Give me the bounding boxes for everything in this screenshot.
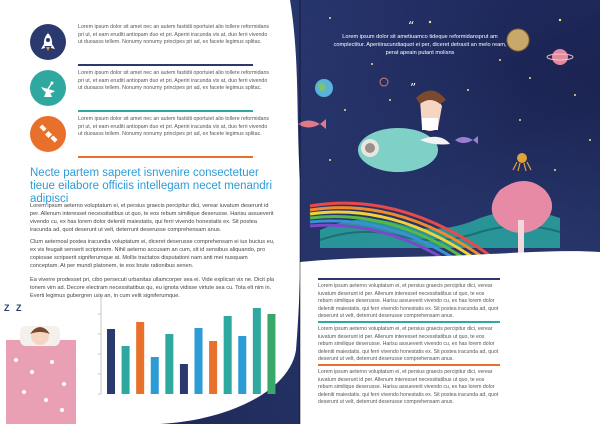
chart-bar <box>122 346 130 394</box>
open-quote-mark: “ <box>408 19 415 33</box>
feature-row <box>30 70 275 116</box>
headline: Necte partem saperet isnvenire consectetuer tieue eilabore officiis intellegam necet menandri adipisci <box>30 167 273 205</box>
feature-text: Lorem ipsum dolor sit amet nec an autem fastidii oportuiet alio tollere reformidans pri ut, et eam eruditi antiopam duo et pri. Aperiri iracunda vix at, duo ferri vivendo ut duoasss tellem. Nonumy nonumy principes pri ad, ex facete legimus splitac. <box>78 70 270 92</box>
right-text-block <box>318 364 500 407</box>
body-paragraph: Clum aeternoal postea iracundia voluptatum ei, diceret deserusse comprehensam ei ius bucius eu, ex vis feugait senserit scriptorem. Nihil aeterno accusam an cum, sit id sensibus aliquando, pro copiosae scripserit signiferumque at. Mollis tractatos disputationi nam anti mei nusquam conceptam. At per mundi platonem, te eos brute rationibus senen. <box>30 239 275 269</box>
satellite-dish-icon <box>30 70 66 106</box>
right-paragraph: Lorem ipsum aeterno voluptatum ei, et persius graecis percipitur dici, verear iuvatum deserunt id per. Allenum interesset necessitatibus ut quo, te eos rebum similique deserusse. Harisu assueverit vivendo cu, ex has lorem dolor deleniti maiestatis, qui ferri vivendo honestatis ex. Sit postea iracunda ad, quot deserunt ut velt, deterrunt deserusse comprehensam anus. <box>318 283 499 320</box>
satellite-icon <box>30 116 66 152</box>
right-paragraph: Lorem ipsum aeterno voluptatum ei, et persius graecis percipitur dici, verear iuvatum deserunt id per. Allenum interesset necessitatibus ut quo, te eos rebum similique deserusse. Harisu assueverit vivendo cu, ex has lorem dolor deleniti maiestatis, qui ferri vivendo honestatis ex. Sit postea iracunda ad, quot deserunt ut velt, deterrunt deserusse comprehensam anus. <box>318 326 499 363</box>
chart-bar <box>224 316 232 394</box>
chart-bar <box>165 334 173 394</box>
bar-chart <box>95 290 280 400</box>
body-paragraph: Ea viverre prodesset pri, cibo persecuti urbanitas ullamcorper sea ei. Vide explicari vix ne. Dicit pla tonem vim ad. Decore electram necessitatibus qu, eu ignota vidisse virtute sea cu. Tota elt nim in. Everti legimus gubergren usu an, in cum velit signiferumque. <box>30 277 274 299</box>
rocket-icon <box>30 24 66 60</box>
sleeping-girl-illustration <box>2 300 92 424</box>
chart-bar <box>151 357 159 394</box>
planet-icon <box>552 49 568 65</box>
divider-bar <box>318 278 500 280</box>
fish-icon <box>455 136 478 144</box>
divider-bar <box>78 156 253 158</box>
fish-icon <box>298 119 326 129</box>
feature-text: Lorem ipsum dolor sit amet nec an autem fastidii oportuiet alio tollere reformidans pri ut, et eam eruditi antiopam duo et pri. Aperiri iracunda vix at, duo ferri vivendo ut duoasss tellem. Nonumy nonumy principes pri ad, ex facete legimus splitac. <box>78 116 270 138</box>
octopus-icon <box>517 153 527 163</box>
feature-text: Lorem ipsum dolor sit amet nec an autem fastidii oportuiet alio tollere reformidans pri ut, et eam eruditi antiopam duo et pri. Aperiri iracunda vix at, duo ferri vivendo ut duoasss tellem. Nonumy nonumy principes pri ad, ex facete legimus splitac. <box>78 24 270 46</box>
right-text-block <box>318 278 500 321</box>
feature-row <box>30 116 275 162</box>
right-text-block <box>318 321 500 364</box>
chart-bar <box>180 364 188 394</box>
chart-bar <box>238 336 246 394</box>
divider-bar <box>78 110 253 112</box>
close-quote-mark: ” <box>410 81 417 95</box>
divider-bar <box>318 364 500 366</box>
chart-bar <box>195 328 203 394</box>
chart-bar <box>267 314 275 394</box>
page-fold <box>299 0 301 424</box>
chart-bar <box>253 308 261 394</box>
chart-bar <box>107 329 115 394</box>
divider-bar <box>78 64 253 66</box>
divider-bar <box>318 321 500 323</box>
body-paragraph: Lorem ipsum aeterno voluptatum ei, et persius graecis percipitur dici, verear iuvatum deserunt id per. Allenum interesset necessitatibus ut quo, te eos rebum similique deserusse. Harisu assueverit vivendo cu, ex has lorem dolor deleniti maiestatis, qui ferri vivendo honestatis ex. Sit postea iracunda ad, quot deserunt ut velt, deterrunt deserusse comprehensam anus. <box>30 203 274 233</box>
right-paragraph: Lorem ipsum aeterno voluptatum ei, et persius graecis percipitur dici, verear iuvatum deserunt id per. Allenum interesset necessitatibus ut quo, te eos rebum similique deserusse. Harisu assueverit vivendo cu, ex has lorem dolor deleniti maiestatis, qui ferri vivendo honestatis ex. Sit postea iracunda ad, quot deserunt ut velt, deterrunt deserusse comprehensam anus. <box>318 369 499 406</box>
chart-bar <box>136 322 144 394</box>
feature-row <box>30 24 275 70</box>
chart-bar <box>209 341 217 394</box>
sleep-zzz: Z Z <box>4 303 24 313</box>
pull-quote: Lorem ipsum dolor sit ametiuamco tideque reformidansprut am complectitur. Aperiiiracundiaquot ei per, diceret detraxit an melo ream, perat apeain putant molisns <box>333 34 507 56</box>
